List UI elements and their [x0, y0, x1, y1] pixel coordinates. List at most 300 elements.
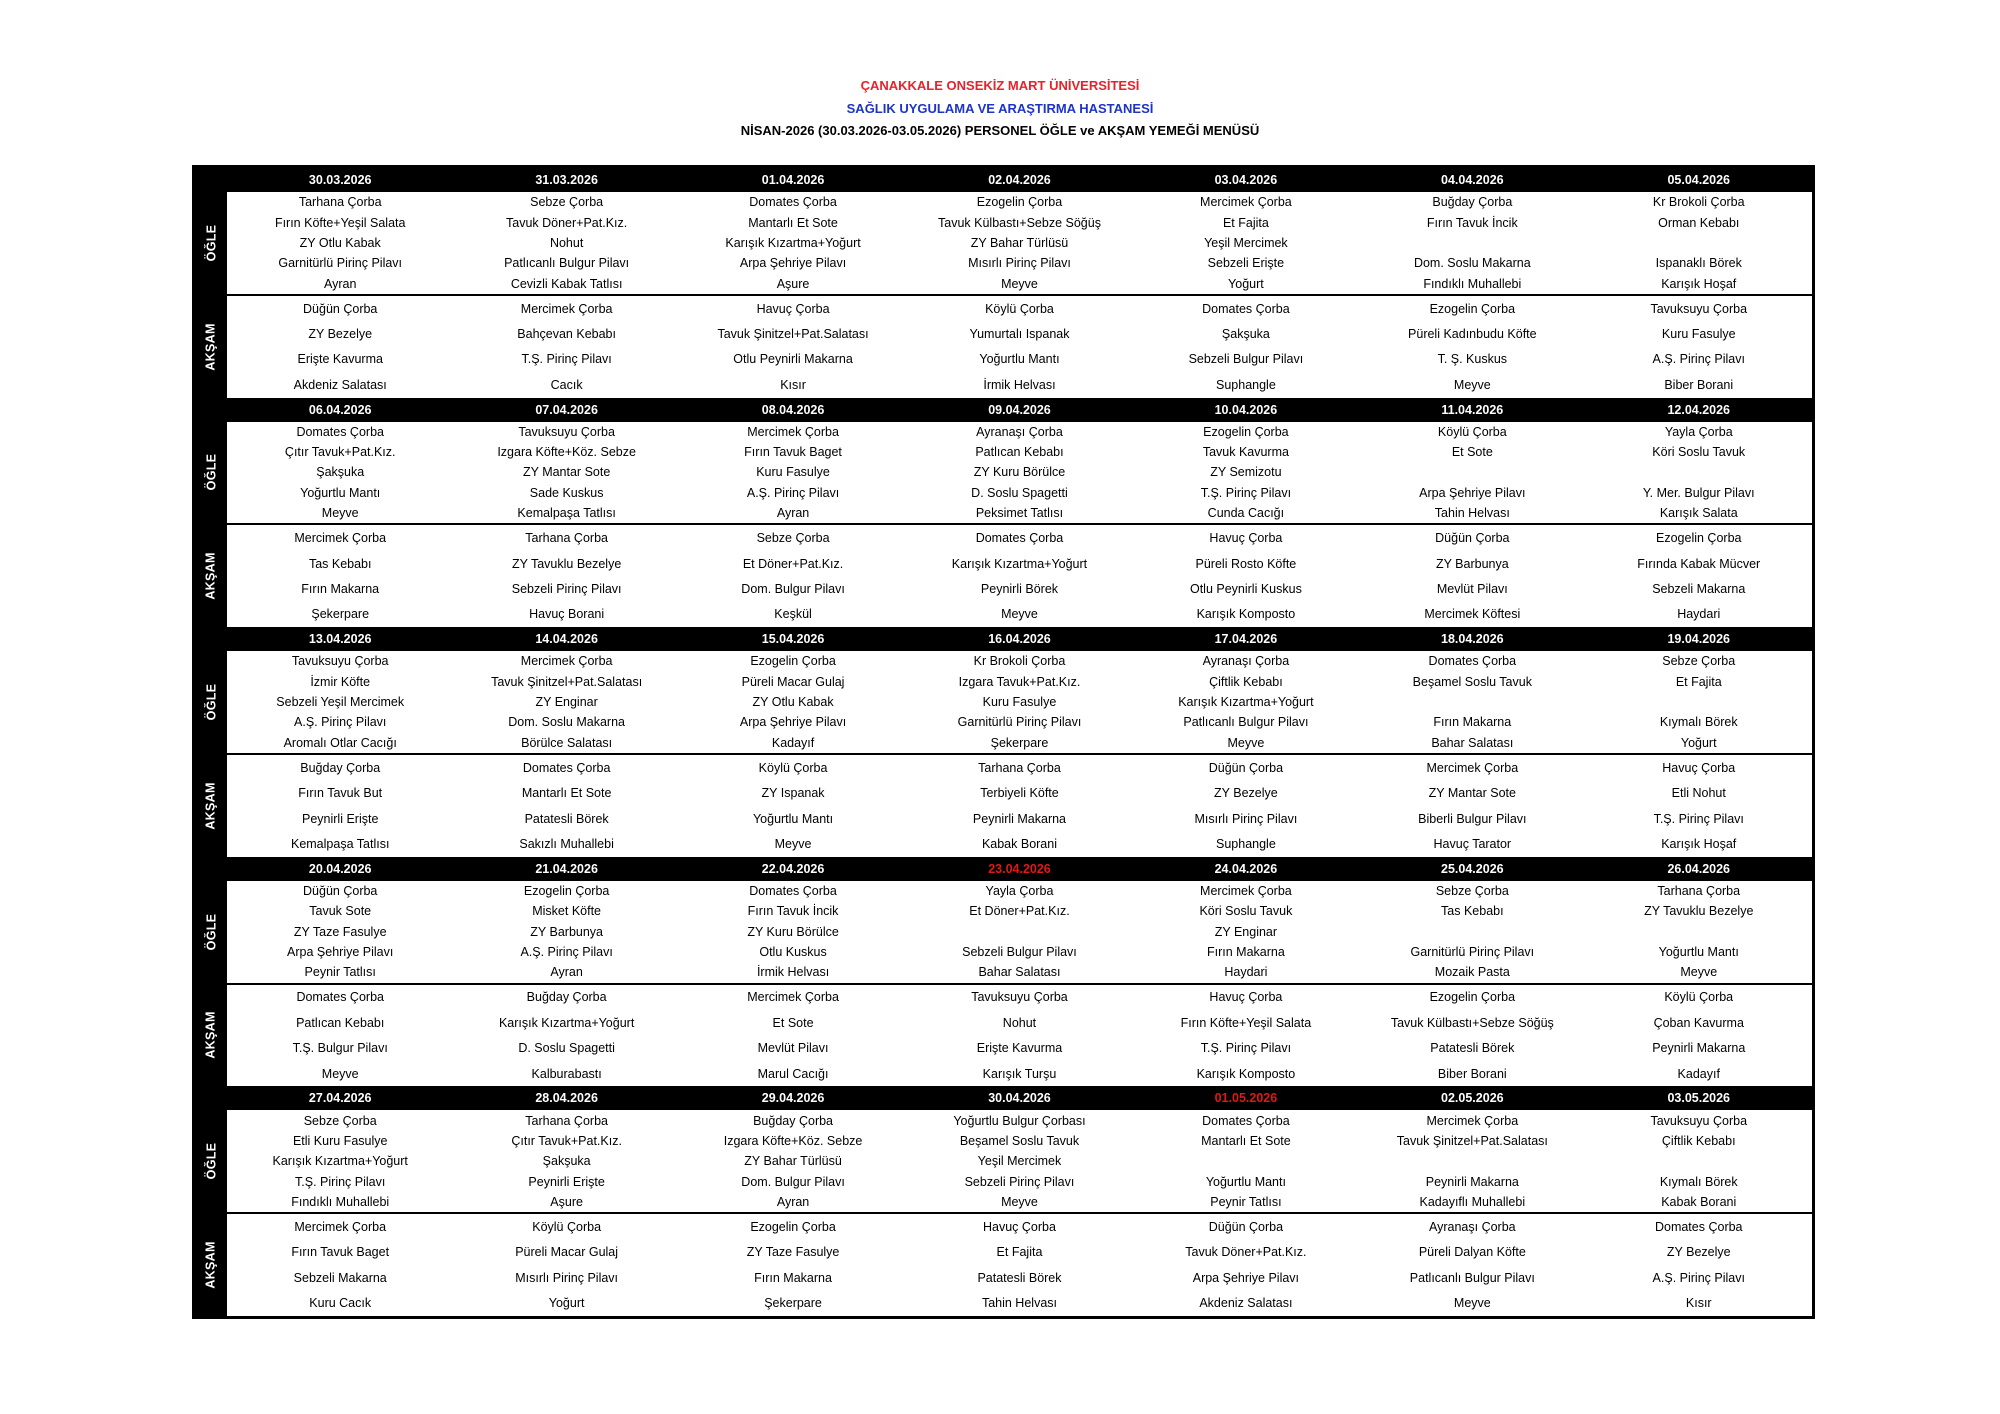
menu-item: ZY Barbunya: [1435, 556, 1509, 571]
menu-item: D. Soslu Spagetti: [518, 1041, 615, 1056]
menu-item: Mercimek Çorba: [294, 1219, 387, 1234]
menu-item: Patatesli Börek: [977, 1270, 1062, 1285]
menu-item: Karışık Turşu: [982, 1066, 1057, 1081]
menu-item: Ezogelin Çorba: [1429, 301, 1516, 316]
menu-item: Kemalpaşa Tatlısı: [290, 837, 390, 852]
menu-item: T.Ş. Bulgur Pilavı: [292, 1041, 388, 1056]
menu-item: Karışık Komposto: [1196, 1066, 1296, 1081]
menu-item: Domates Çorba: [1428, 654, 1517, 669]
menu-item: Tavuk Döner+Pat.Kız.: [506, 215, 628, 230]
day-cell: [1586, 985, 1812, 1087]
menu-item: [1133, 1151, 1359, 1171]
menu-item: Köylü Çorba: [985, 301, 1054, 316]
day-cell: [906, 985, 1132, 1087]
day-cell: [1586, 192, 1812, 294]
menu-item: Peynirli Makarna: [1425, 1174, 1519, 1189]
menu-item: Kuru Fasulye: [756, 465, 830, 480]
menu-item: Misket Köfte: [532, 904, 602, 919]
menu-item: Yoğurt: [548, 1296, 585, 1311]
day-cell: [227, 881, 453, 983]
menu-item: ZY Otlu Kabak: [299, 235, 381, 250]
day-cell: [680, 422, 906, 524]
lunch-row: [195, 651, 1812, 755]
menu-item: Börülce Salatası: [521, 735, 613, 750]
menu-item: Keşkül: [774, 607, 812, 622]
menu-item: Sebze Çorba: [1435, 883, 1509, 898]
menu-item: Fırın Tavuk Baget: [291, 1245, 390, 1260]
date-cell: 30.04.2026: [988, 1091, 1051, 1106]
menu-item: Karışık Hoşaf: [1661, 837, 1737, 852]
menu-item: Sebze Çorba: [756, 531, 830, 546]
date-cell: 01.04.2026: [761, 173, 825, 187]
menu-item: Fırında Kabak Mücver: [1637, 556, 1761, 571]
menu-item: Orman Kebabı: [1658, 215, 1740, 230]
menu-item: Mercimek Çorba: [520, 654, 613, 669]
menu-item: Şakşuka: [1221, 326, 1270, 341]
menu-item: Püreli Rosto Köfte: [1195, 556, 1297, 571]
menu-item: Fırın Makarna: [754, 1270, 832, 1285]
menu-item: Havuç Çorba: [1209, 531, 1283, 546]
menu-item: Havuç Çorba: [756, 301, 830, 316]
menu-item: Fındıklı Muhallebi: [1423, 276, 1522, 291]
menu-item: ZY Bezelye: [1666, 1245, 1731, 1260]
menu-item: Kuru Fasulye: [982, 695, 1057, 710]
menu-item: Yeşil Mercimek: [1204, 235, 1288, 250]
dinner-label: [195, 1214, 227, 1316]
menu-item: Mantarlı Et Sote: [521, 786, 612, 801]
day-cell: [906, 525, 1132, 627]
menu-item: Patlıcanlı Bulgur Pilavı: [504, 256, 630, 271]
dinner-row: [195, 755, 1812, 857]
menu-item: Meyve: [1680, 965, 1718, 980]
date-cell: 04.04.2026: [1441, 173, 1504, 187]
day-cell: [1133, 1214, 1359, 1316]
menu-item: T. Ş. Kuskus: [1437, 352, 1508, 367]
menu-item: Düğün Çorba: [1435, 531, 1510, 546]
day-cell: [680, 525, 906, 627]
menu-item: ZY Enginar: [535, 695, 598, 710]
menu-item: Karışık Kızartma+Yoğurt: [498, 1015, 635, 1030]
day-cell: [227, 422, 453, 524]
menu-item: Şekerpare: [764, 1296, 822, 1311]
dinner-label: [195, 525, 227, 627]
menu-item: Yumurtalı Ispanak: [969, 326, 1070, 341]
day-cell: [680, 1110, 906, 1212]
menu-item: Fırın Tavuk İncik: [1426, 215, 1518, 230]
menu-item: Domates Çorba: [1654, 1219, 1743, 1234]
date-cell: 18.04.2026: [1441, 632, 1504, 647]
date-row: [195, 627, 1812, 651]
menu-item: Mantarlı Et Sote: [748, 215, 838, 230]
day-cell: [227, 985, 453, 1087]
menu-item: [1586, 462, 1812, 482]
menu-item: Yoğurt: [1228, 276, 1264, 291]
menu-item: ZY Bezelye: [308, 326, 373, 341]
dinner-row: [195, 1214, 1812, 1316]
menu-item: Meyve: [321, 1066, 359, 1081]
menu-item: ZY Bahar Türlüsü: [744, 1154, 842, 1169]
day-cell: [1133, 1110, 1359, 1212]
date-cell: 28.04.2026: [535, 1091, 598, 1106]
menu-item: Kabak Borani: [1661, 1194, 1737, 1209]
date-row-corner: [195, 168, 227, 192]
menu-item: Çoban Kavurma: [1653, 1015, 1744, 1030]
date-cell: 20.04.2026: [308, 861, 372, 876]
menu-item: Ezogelin Çorba: [976, 195, 1063, 210]
menu-item: Tavuk Kavurma: [1202, 445, 1289, 460]
day-cell: [1586, 755, 1812, 857]
menu-item: Karışık Salata: [1659, 506, 1738, 521]
day-cell: [906, 422, 1132, 524]
menu-item: ZY Tavuklu Bezelye: [511, 556, 622, 571]
date-row-corner: [195, 857, 227, 881]
menu-item: Arpa Şehriye Pilavı: [287, 945, 394, 960]
menu-item: Dom. Bulgur Pilavı: [741, 1174, 845, 1189]
day-cell: [680, 985, 906, 1087]
lunch-row: [195, 1110, 1812, 1214]
day-cell: [1133, 755, 1359, 857]
menu-item: Bahçevan Kebabı: [517, 326, 616, 341]
menu-item: Kadayıflı Muhallebi: [1419, 1194, 1526, 1209]
menu-item: Meyve: [321, 506, 359, 521]
menu-item: Fırın Tavuk İncik: [747, 904, 839, 919]
day-cell: [453, 881, 679, 983]
day-cell: [680, 651, 906, 753]
menu-item: Çiftlik Kebabı: [1209, 674, 1283, 689]
menu-item: Peynirli Erişte: [528, 1174, 605, 1189]
menu-item: Suphangle: [1216, 377, 1276, 392]
date-row-corner: [195, 1086, 227, 1110]
day-cell: [906, 192, 1132, 294]
menu-item: Çıtır Tavuk+Pat.Kız.: [511, 1133, 622, 1148]
menu-item: Karışık Kızartma+Yoğurt: [272, 1154, 408, 1169]
menu-item: Ayranaşı Çorba: [1202, 654, 1290, 669]
date-cell: 22.04.2026: [761, 861, 825, 876]
menu-item: Şekerpare: [311, 607, 370, 622]
lunch-label: [195, 422, 227, 524]
day-cell: [680, 1214, 906, 1316]
menu-item: Düğün Çorba: [303, 883, 378, 898]
menu-item: Sakızlı Muhallebi: [519, 837, 614, 852]
menu-item: Sebzeli Erişte: [1207, 256, 1285, 271]
menu-item: Havuç Çorba: [983, 1219, 1056, 1234]
menu-item: Domates Çorba: [296, 990, 384, 1005]
day-cell: [1359, 1214, 1585, 1316]
lunch-label: [195, 881, 227, 983]
dinner-label: [195, 985, 227, 1087]
menu-item: Meyve: [1001, 607, 1038, 622]
menu-item: Mantarlı Et Sote: [1201, 1133, 1291, 1148]
menu-item: Domates Çorba: [1202, 1113, 1290, 1128]
date-cell: 13.04.2026: [308, 632, 372, 647]
day-cell: [1133, 881, 1359, 983]
day-cell: [1359, 1110, 1585, 1212]
date-cell: 31.03.2026: [535, 173, 598, 187]
date-cell: 25.04.2026: [1441, 861, 1504, 876]
date-row: [195, 168, 1812, 192]
menu-item: Domates Çorba: [522, 760, 611, 775]
menu-item: Kalburabastı: [531, 1066, 602, 1081]
menu-item: A.Ş. Pirinç Pilavı: [1652, 1270, 1745, 1285]
menu-item: [1359, 922, 1585, 942]
menu-item: Suphangle: [1216, 837, 1276, 852]
week-block: [195, 857, 1812, 1087]
menu-item: Sebze Çorba: [530, 195, 604, 210]
menu-item: Ayranaşı Çorba: [1429, 1219, 1516, 1234]
menu-item: Fırın Makarna: [1433, 715, 1512, 730]
date-cell: 16.04.2026: [988, 632, 1051, 647]
date-cell: 03.05.2026: [1667, 1091, 1731, 1106]
menu-item: [1359, 1151, 1585, 1171]
menu-item: Peynir Tatlısı: [304, 965, 376, 980]
menu-item: Etli Kuru Fasulye: [292, 1133, 388, 1148]
date-row: [195, 857, 1812, 881]
menu-item: Tavuksuyu Çorba: [971, 990, 1068, 1005]
dinner-label-text: AKŞAM: [204, 1011, 218, 1060]
day-cell: [453, 525, 679, 627]
menu-item: Sebzeli Pirinç Pilavı: [511, 582, 622, 597]
menu-item: Ezogelin Çorba: [1203, 424, 1289, 439]
lunch-label: [195, 192, 227, 294]
menu-item: Dom. Soslu Makarna: [508, 715, 625, 730]
menu-item: Mısırlı Pirinç Pilavı: [968, 256, 1071, 271]
menu-item: Beşamel Soslu Tavuk: [1412, 674, 1532, 689]
menu-item: Peynirli Erişte: [302, 811, 379, 826]
menu-item: Et Döner+Pat.Kız.: [742, 556, 844, 571]
menu-item: Ezogelin Çorba: [523, 883, 610, 898]
menu-item: Tahin Helvası: [1434, 506, 1510, 521]
menu-item: Sebzeli Bulgur Pilavı: [1188, 352, 1304, 367]
day-cell: [680, 296, 906, 398]
menu-item: Fırın Köfte+Yeşil Salata: [1180, 1015, 1312, 1030]
menu-item: Tarhana Çorba: [1657, 883, 1741, 898]
menu-item: Çıtır Tavuk+Pat.Kız.: [284, 445, 396, 460]
day-cell: [227, 1110, 453, 1212]
menu-item: Otlu Peynirli Makarna: [733, 352, 853, 367]
menu-item: Mercimek Çorba: [294, 531, 387, 546]
day-cell: [680, 192, 906, 294]
menu-item: Et Fajita: [1222, 215, 1269, 230]
menu-item: [1359, 233, 1585, 253]
menu-item: Dom. Soslu Makarna: [1413, 256, 1531, 271]
menu-item: ZY Otlu Kabak: [752, 695, 834, 710]
day-cell: [453, 192, 679, 294]
menu-item: [1586, 692, 1812, 712]
day-cell: [1586, 651, 1812, 753]
menu-item: Arpa Şehriye Pilavı: [1192, 1270, 1300, 1285]
menu-item: Köri Soslu Tavuk: [1199, 904, 1293, 919]
date-cell: 30.03.2026: [308, 173, 372, 187]
menu-item: Sebzeli Yeşil Mercimek: [276, 695, 405, 710]
menu-item: Patlıcanlı Bulgur Pilavı: [1183, 715, 1309, 730]
date-cell: 05.04.2026: [1667, 173, 1731, 187]
menu-item: A.Ş. Pirinç Pilavı: [520, 945, 613, 960]
day-cell: [453, 1214, 679, 1316]
menu-item: Ezogelin Çorba: [1656, 531, 1742, 546]
menu-item: ZY Tavuklu Bezelye: [1644, 904, 1754, 919]
menu-item: Domates Çorba: [749, 883, 837, 898]
hospital-title: SAĞLIK UYGULAMA VE ARAŞTIRMA HASTANESİ: [846, 101, 1154, 116]
menu-item: Mevlüt Pilavı: [757, 1041, 829, 1056]
menu-item: ZY Kuru Börülce: [973, 465, 1066, 480]
menu-item: Mercimek Çorba: [1426, 1113, 1519, 1128]
menu-item: Şakşuka: [542, 1154, 591, 1169]
menu-item: Biberli Bulgur Pilavı: [1418, 811, 1527, 826]
date-cell: 10.04.2026: [1214, 402, 1278, 417]
day-cell: [453, 755, 679, 857]
date-cell: 02.04.2026: [988, 173, 1051, 187]
menu-item: Fırın Tavuk But: [298, 786, 383, 801]
day-cell: [1133, 651, 1359, 753]
day-cell: [1133, 525, 1359, 627]
day-cell: [227, 755, 453, 857]
menu-item: Domates Çorba: [749, 195, 837, 210]
menu-item: [906, 922, 1132, 942]
menu-item: Peynirli Makarna: [1652, 1041, 1746, 1056]
menu-item: A.Ş. Pirinç Pilavı: [1652, 352, 1745, 367]
date-cell: 19.04.2026: [1667, 632, 1731, 647]
day-cell: [1359, 192, 1585, 294]
lunch-row: [195, 192, 1812, 296]
week-block: [195, 168, 1812, 398]
menu-item: Sebzeli Bulgur Pilavı: [962, 945, 1077, 960]
menu-item: Tavuksuyu Çorba: [1650, 301, 1748, 316]
menu-item: Erişte Kavurma: [297, 352, 383, 367]
menu-item: [1586, 1151, 1812, 1171]
menu-item: Terbiyeli Köfte: [980, 786, 1059, 801]
lunch-row: [195, 422, 1812, 526]
date-row-corner: [195, 398, 227, 422]
menu-item: Cunda Cacığı: [1207, 506, 1285, 521]
menu-item: ZY Mantar Sote: [1428, 786, 1516, 801]
date-cell: 02.05.2026: [1441, 1091, 1504, 1106]
menu-item: Püreli Macar Gulaj: [515, 1245, 619, 1260]
menu-item: Ayran: [323, 276, 357, 291]
menu-item: T.Ş. Pirinç Pilavı: [521, 352, 612, 367]
menu-item: Izgara Köfte+Köz. Sebze: [723, 1133, 863, 1148]
lunch-label: [195, 1110, 227, 1212]
date-cell: 14.04.2026: [535, 632, 598, 647]
lunch-label-text: ÖĞLE: [204, 913, 218, 950]
day-cell: [1133, 296, 1359, 398]
day-cell: [453, 422, 679, 524]
menu-item: T.Ş. Pirinç Pilavı: [1200, 1041, 1292, 1056]
menu-item: Mercimek Çorba: [747, 424, 839, 439]
menu-item: Domates Çorba: [975, 531, 1064, 546]
day-cell: [906, 651, 1132, 753]
day-cell: [1586, 1110, 1812, 1212]
day-cell: [1359, 651, 1585, 753]
menu-item: Otlu Peynirli Kuskus: [1189, 582, 1302, 597]
menu-item: ZY Mantar Sote: [522, 465, 611, 480]
menu-item: Bahar Salatası: [1431, 735, 1514, 750]
menu-item: Ayranaşı Çorba: [976, 424, 1063, 439]
holiday-date-cell: 01.05.2026: [1214, 1091, 1278, 1106]
menu-item: Sebzeli Makarna: [293, 1270, 387, 1285]
menu-item: Karışık Kızartma+Yoğurt: [951, 556, 1088, 571]
menu-item: Sebze Çorba: [303, 1113, 377, 1128]
date-row: [195, 1086, 1812, 1110]
menu-item: Tarhana Çorba: [978, 760, 1061, 775]
day-cell: [1133, 192, 1359, 294]
dinner-row: [195, 525, 1812, 627]
holiday-date-cell: 23.04.2026: [988, 861, 1051, 876]
menu-item: Peynirli Makarna: [972, 811, 1067, 826]
menu-item: Sade Kuskus: [529, 485, 604, 500]
menu-item: Fırın Makarna: [1206, 945, 1285, 960]
menu-item: Köylü Çorba: [532, 1219, 602, 1234]
menu-item: A.Ş. Pirinç Pilavı: [294, 715, 387, 730]
menu-item: Tavuk Sote: [309, 904, 372, 919]
menu-item: Mozaik Pasta: [1434, 965, 1510, 980]
menu-item: Yoğurtlu Mantı: [752, 811, 834, 826]
menu-item: Karışık Kızartma+Yoğurt: [725, 235, 861, 250]
menu-item: Tavuksuyu Çorba: [291, 654, 389, 669]
menu-item: Tavuk Döner+Pat.Kız.: [1185, 1245, 1307, 1260]
day-cell: [680, 881, 906, 983]
menu-item: ZY Ispanak: [761, 786, 825, 801]
dinner-label-text: AKŞAM: [204, 1241, 218, 1289]
day-cell: [680, 755, 906, 857]
menu-item: Ezogelin Çorba: [1429, 990, 1516, 1005]
menu-item: Meyve: [1453, 377, 1491, 392]
menu-item: Kuru Fasulye: [1661, 326, 1736, 341]
menu-item: Meyve: [1453, 1296, 1491, 1311]
lunch-label-text: ÖĞLE: [204, 454, 218, 491]
menu-item: Arpa Şehriye Pilavı: [1419, 485, 1526, 500]
day-cell: [906, 1110, 1132, 1212]
menu-item: Nohut: [1002, 1015, 1037, 1030]
date-cell: 11.04.2026: [1441, 402, 1504, 417]
menu-item: Garnitürlü Pirinç Pilavı: [278, 256, 403, 271]
menu-item: T.Ş. Pirinç Pilavı: [295, 1174, 386, 1189]
day-cell: [227, 525, 453, 627]
dinner-label: [195, 755, 227, 857]
date-cell: 24.04.2026: [1214, 861, 1278, 876]
date-cell: 12.04.2026: [1667, 402, 1731, 417]
menu-item: Kadayıf: [1677, 1066, 1720, 1081]
menu-item: Akdeniz Salatası: [1199, 1296, 1293, 1311]
menu-item: Akdeniz Salatası: [293, 377, 387, 392]
menu-item: Püreli Macar Gulaj: [741, 674, 845, 689]
week-block: [195, 627, 1812, 857]
day-cell: [1586, 1214, 1812, 1316]
date-row: [195, 398, 1812, 422]
menu-item: Domates Çorba: [1202, 301, 1290, 316]
menu-item: Mısırlı Pirinç Pilavı: [1194, 811, 1298, 826]
menu-item: Peynir Tatlısı: [1210, 1194, 1282, 1209]
menu-item: Yoğurtlu Mantı: [979, 352, 1060, 367]
menu-item: Mısırlı Pirinç Pilavı: [515, 1270, 619, 1285]
university-title: ÇANAKKALE ONSEKİZ MART ÜNİVERSİTESİ: [860, 78, 1140, 93]
menu-item: ZY Semizotu: [1210, 465, 1282, 480]
menu-item: Tavuksuyu Çorba: [518, 424, 615, 439]
menu-item: Meyve: [774, 837, 812, 852]
menu-item: Biber Borani: [1664, 377, 1734, 392]
menu-item: Et Fajita: [996, 1245, 1043, 1260]
day-cell: [453, 296, 679, 398]
menu-item: Yayla Çorba: [985, 883, 1054, 898]
menu-item: Mercimek Köftesi: [1424, 607, 1521, 622]
menu-item: Püreli Dalyan Köfte: [1418, 1245, 1526, 1260]
menu-item: Peynirli Börek: [980, 582, 1059, 597]
menu-item: Köylü Çorba: [1437, 424, 1507, 439]
menu-item: Tas Kebabı: [1441, 904, 1504, 919]
menu-item: Patlıcanlı Bulgur Pilavı: [1409, 1270, 1535, 1285]
day-cell: [453, 985, 679, 1087]
menu-item: Çiftlik Kebabı: [1661, 1133, 1736, 1148]
date-cell: 06.04.2026: [308, 402, 372, 417]
